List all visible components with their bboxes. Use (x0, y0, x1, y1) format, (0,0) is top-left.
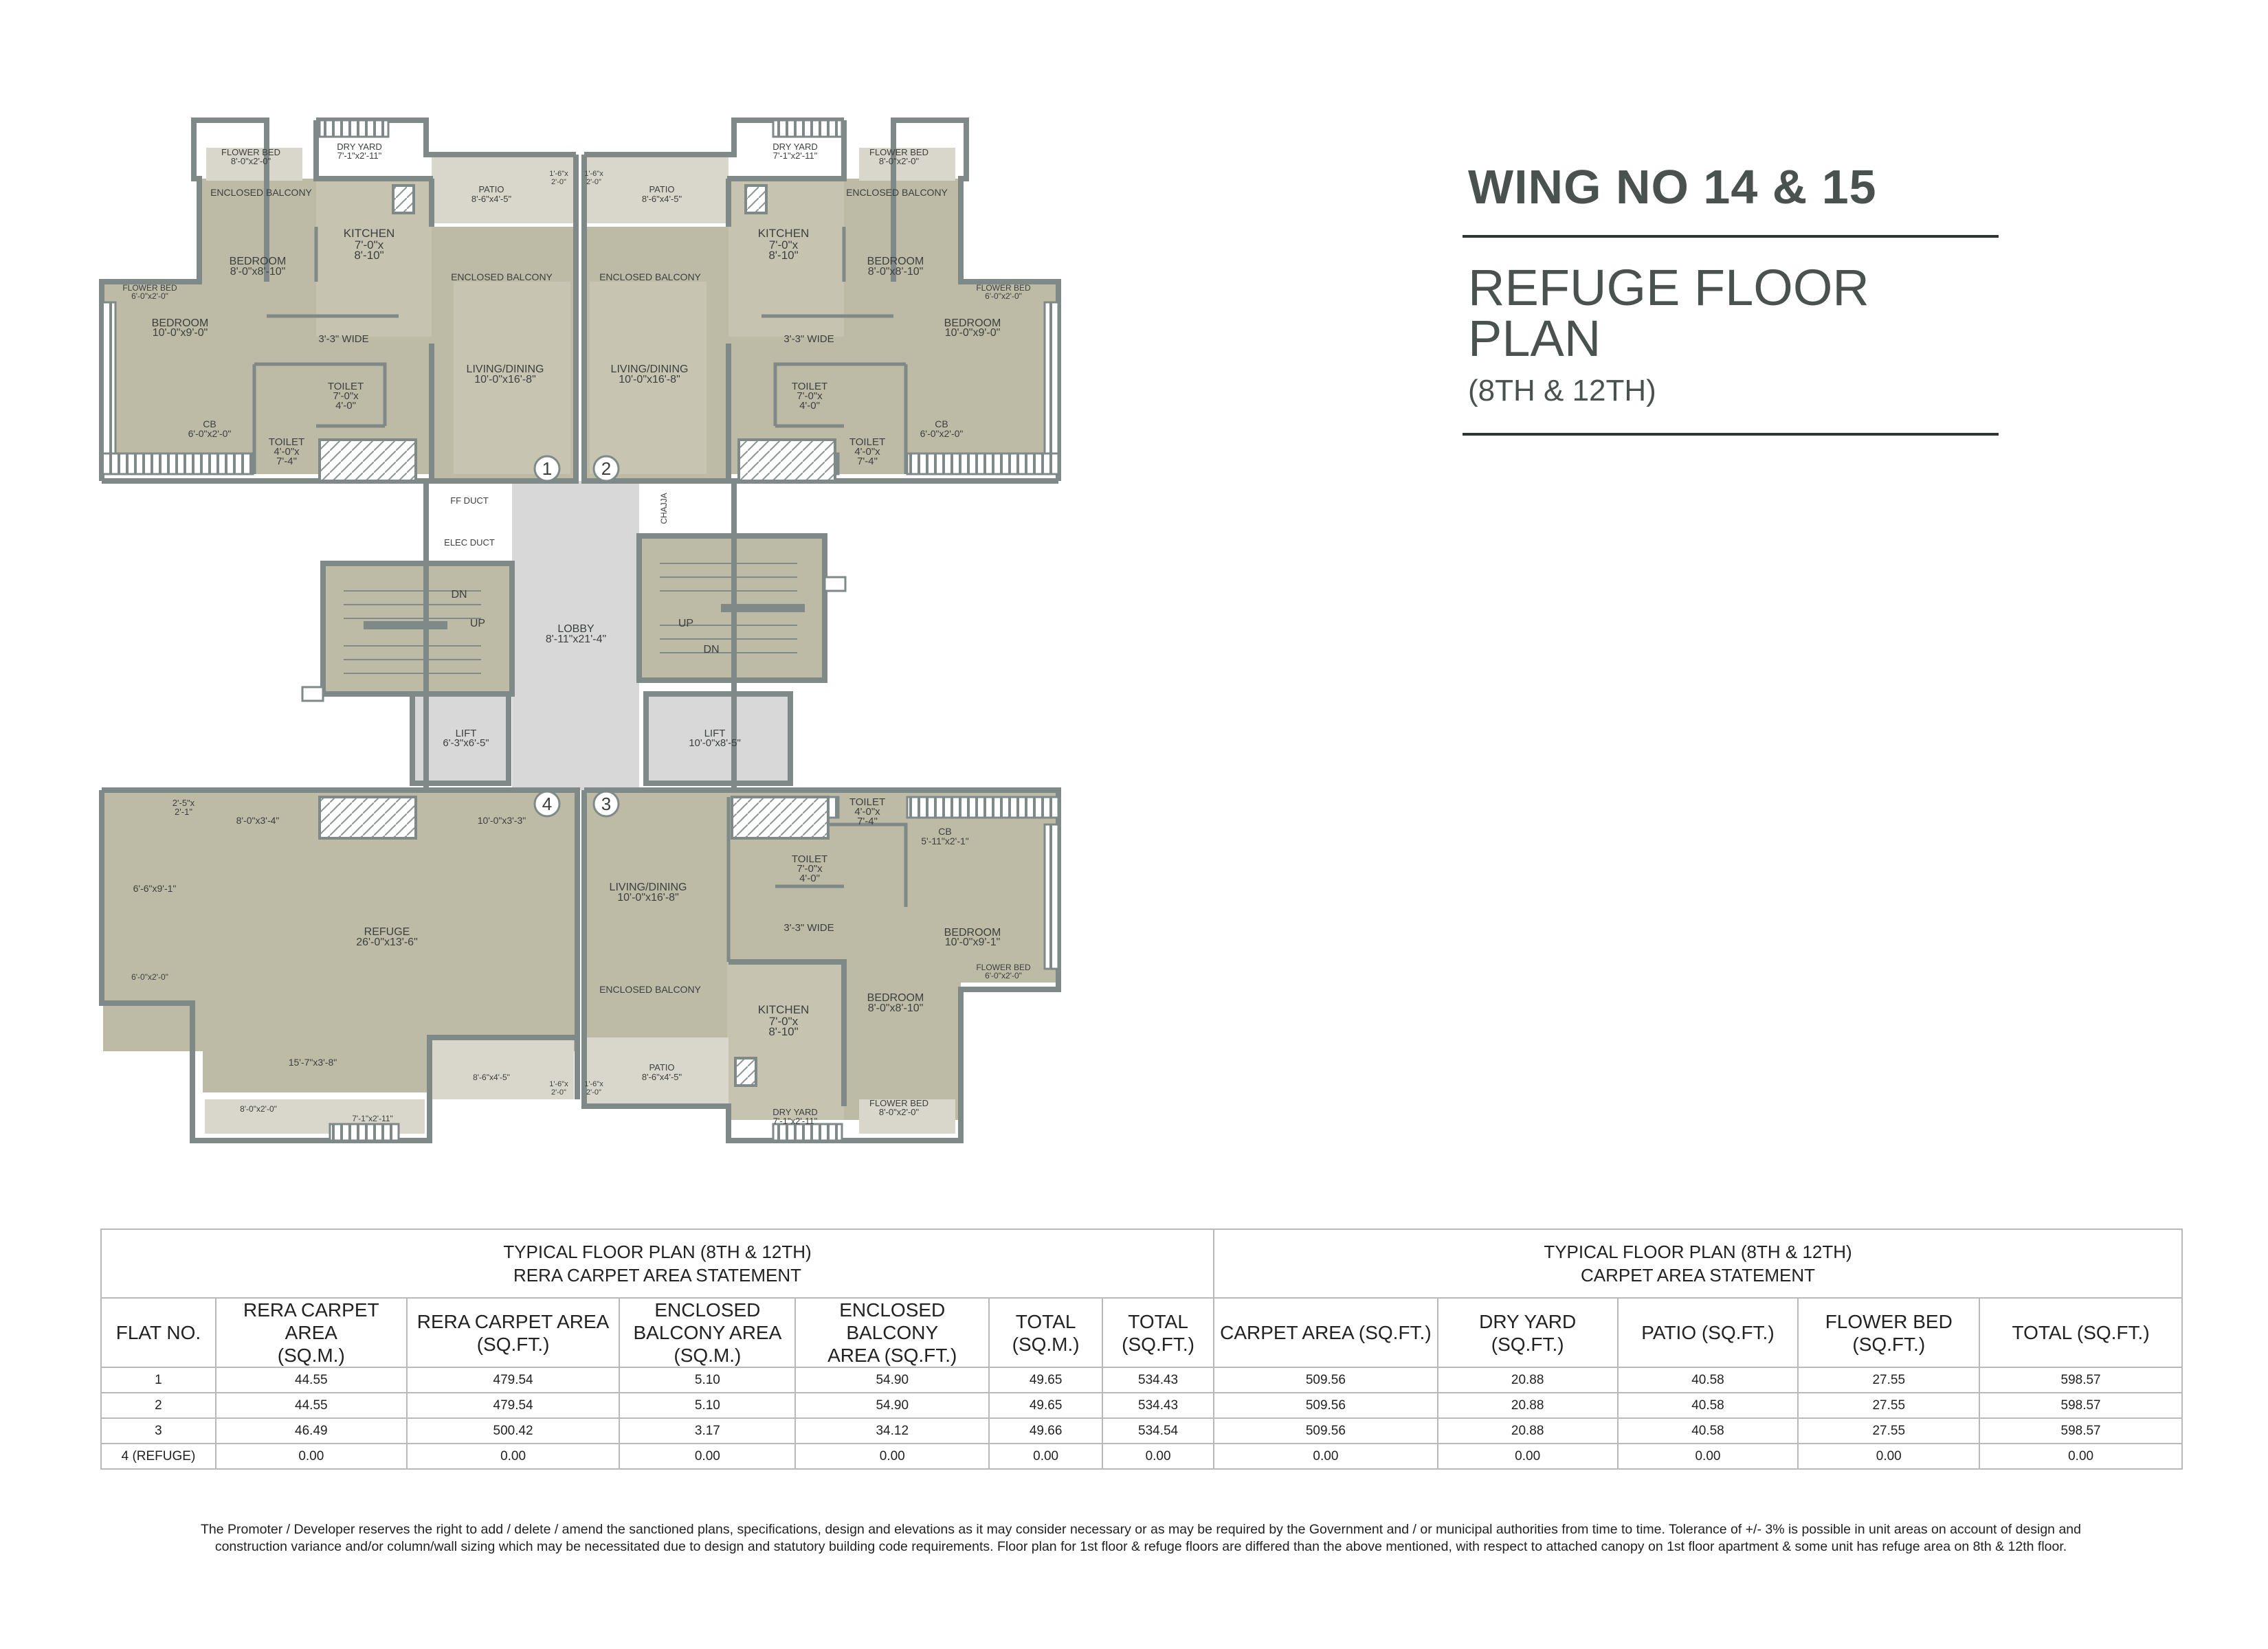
table-column-headers (101, 1298, 2182, 1367)
stair-down-label: DN (703, 644, 720, 655)
table-cell: 0.00 (1979, 1444, 2182, 1469)
bedroom-dims: 10'-0"x9'-1" (944, 936, 1001, 948)
enclosed-balcony-label: ENCLOSED BALCONY (846, 187, 948, 198)
living-dining-dims: 10'-0"x16'-8" (617, 892, 679, 904)
table-cell: 3.17 (619, 1418, 795, 1444)
cb-label: CB (203, 418, 216, 429)
column-header: PATIO (SQ.FT.) (1618, 1298, 1799, 1367)
flower-bed-dims: 6'-0"x2'-0" (985, 971, 1022, 980)
cb-label: CB (938, 826, 952, 837)
table-cell: 0.00 (407, 1444, 620, 1469)
table-cell: 1 (101, 1367, 216, 1393)
toilet-dims: 7'-4" (857, 456, 878, 467)
svg-text:DRY YARD7'-1"x2'-11" (772, 1107, 818, 1126)
toilet-label: TOILET (327, 381, 364, 392)
patio-label: PATIO (649, 1062, 675, 1073)
column-header: TOTAL (SQ.FT.) (1979, 1298, 2182, 1367)
patio-dims: 8'-6"x4'-5" (471, 194, 512, 204)
bedroom-dims: 10'-0"x9'-0" (944, 327, 1001, 339)
living-dining-label: LIVING/DINING (466, 363, 544, 375)
living-dining-label: LIVING/DINING (609, 882, 687, 893)
dimension-label: 8'-0"x2'-0" (240, 1104, 277, 1114)
toilet-label: TOILET (849, 796, 886, 808)
svg-text:BEDROOM10'-0"x9'-1" (944, 927, 1001, 948)
flower-bed-dims: 6'-0"x2'-0" (985, 291, 1022, 301)
kitchen-dims: 7'-0"x (768, 238, 799, 251)
dimension-label: 7'-1"x2'-11" (352, 1114, 393, 1123)
table-cell: 27.55 (1798, 1367, 1979, 1393)
disclaimer (110, 1521, 2172, 1556)
toilet-dims: 7'-0"x (797, 390, 823, 402)
table-cell: 40.58 (1618, 1418, 1799, 1444)
flat-number-3: 3 (601, 794, 612, 814)
patio-label: PATIO (478, 184, 504, 194)
table-cell: 0.00 (989, 1444, 1102, 1469)
toilet-dims: 4'-0" (799, 873, 820, 884)
svg-text:LIVING/DINING10'-0"x16'-8" (467, 363, 544, 385)
elec-duct-label: ELEC DUCT (444, 537, 495, 548)
column-header: FLOWER BED (SQ.FT.) (1798, 1298, 1979, 1367)
carpet-group-header: TYPICAL FLOOR PLAN (8TH & 12TH) CARPET AREA STATEMENT (1214, 1229, 2182, 1298)
bedroom-label: BEDROOM (944, 317, 1001, 329)
cb-dims: 5'-11"x2'-1" (921, 835, 969, 846)
shaft-dims: 2'-0" (586, 178, 601, 186)
kitchen-label: KITCHEN (343, 227, 395, 240)
dimension-label: 2'-1" (175, 807, 192, 817)
toilet-dims: 4'-0"x (274, 446, 300, 458)
table-cell: 5.10 (619, 1393, 795, 1418)
bedroom-label: BEDROOM (151, 317, 209, 329)
table-cell: 27.55 (1798, 1393, 1979, 1418)
shaft-label: 1'-6"x (584, 1080, 603, 1088)
table-cell: 54.90 (795, 1367, 989, 1393)
shaft-label: 1'-6"x (549, 1080, 568, 1088)
dimension-label: 15'-7"x3'-8" (288, 1057, 337, 1068)
kitchen-dims: 8'-10" (768, 249, 799, 262)
svg-text:REFUGE26'-0"x13'-6" (356, 926, 418, 948)
table-cell: 509.56 (1214, 1367, 1438, 1393)
table-cell: 598.57 (1979, 1367, 2182, 1393)
table-cell: 40.58 (1618, 1367, 1799, 1393)
svg-text:BEDROOM8'-0"x8'-10" (867, 256, 924, 278)
toilet-dims: 7'-0"x (333, 390, 359, 402)
svg-text:DRY YARD7'-1"x2'-11" (337, 142, 382, 161)
enclosed-balcony-label: ENCLOSED BALCONY (599, 271, 701, 282)
svg-text:BEDROOM10'-0"x9'-0" (152, 317, 209, 339)
refuge-dims: 26'-0"x13'-6" (356, 936, 418, 948)
table-group-header (101, 1229, 2182, 1298)
dimension-label: 8'-6"x4'-5" (473, 1073, 510, 1082)
table-cell: 27.55 (1798, 1418, 1979, 1444)
disclaimer-line: construction variance and/or column/wall sizing which may be necessitated due to design and statutory building code requirements. Floor plan for 1st floor & refuge floors are differed than the above mentioned, with respect to attached canopy on 1st floor apartment & some unit has refuge area on 8th & 12th floor. (214, 1539, 2067, 1554)
shaft-dims: 2'-0" (551, 178, 566, 186)
dimension-label: 10'-0"x3'-3" (477, 815, 526, 826)
bedroom-label: BEDROOM (867, 256, 924, 267)
stair-up-label: UP (678, 618, 694, 629)
table-row (101, 1444, 2182, 1469)
title-block (1463, 159, 1999, 436)
table-cell: 3 (101, 1418, 216, 1444)
dimension-label: 8'-0"x3'-4" (236, 815, 280, 826)
table-cell: 500.42 (407, 1418, 620, 1444)
table-cell: 49.65 (989, 1367, 1102, 1393)
cb-dims: 6'-0"x2'-0" (188, 428, 232, 439)
bedroom-dims: 8'-0"x8'-10" (867, 266, 924, 278)
kitchen-label: KITCHEN (757, 227, 810, 240)
toilet-label: TOILET (849, 436, 886, 448)
svg-text:LIVING/DINING10'-0"x16'-8" (610, 882, 687, 904)
area-statement-table (100, 1229, 2183, 1470)
disclaimer-line: The Promoter / Developer reserves the right to add / delete / amend the sanctioned plans, specifications, design and elevations as it may consider necessary or as may be required by the Government and / or municipal authorities from time to time. Tolerance of +/- 3% is possible in unit areas on account of design and (201, 1522, 2081, 1537)
enclosed-balcony-label: ENCLOSED BALCONY (599, 984, 701, 995)
table-cell: 34.12 (795, 1418, 989, 1444)
table-cell: 479.54 (407, 1393, 620, 1418)
kitchen-dims: 8'-10" (768, 1025, 799, 1038)
table-cell: 479.54 (407, 1367, 620, 1393)
flat-number-4: 4 (542, 794, 553, 814)
wing-title: WING NO 14 & 15 (1468, 160, 1877, 214)
patio-dims: 8'-6"x4'-5" (641, 1072, 682, 1082)
bedroom-dims: 10'-0"x9'-0" (152, 327, 208, 339)
table-cell: 0.00 (795, 1444, 989, 1469)
svg-text:1'-6"x2'-0" (584, 170, 603, 186)
table-row (101, 1367, 2182, 1393)
table-cell: 534.43 (1102, 1393, 1214, 1418)
flat-number-2: 2 (601, 458, 612, 479)
enclosed-balcony-label: ENCLOSED BALCONY (210, 187, 312, 198)
svg-text:BEDROOM10'-0"x9'-0" (944, 317, 1001, 339)
dimension-label: 2'-5"x (172, 798, 195, 808)
plan-floors: (8TH & 12TH) (1468, 374, 1656, 407)
shaft-dims: 2'-0" (586, 1088, 601, 1097)
passage-label: 3'-3" WIDE (783, 333, 834, 345)
svg-text:BEDROOM8'-0"x8'-10" (230, 256, 287, 278)
chajja-label: CHAJJA (659, 493, 669, 524)
svg-text:DRY YARD7'-1"x2'-11" (772, 142, 818, 161)
column-header: RERA CARPET AREA (SQ.M.) (216, 1298, 407, 1367)
cb-dims: 6'-0"x2'-0" (920, 428, 964, 439)
flower-bed-dims: 8'-0"x2'-0" (878, 1107, 920, 1117)
toilet-dims: 7'-4" (276, 456, 297, 467)
column-header: FLAT NO. (101, 1298, 216, 1367)
table-cell: 0.00 (1798, 1444, 1979, 1469)
bedroom-label: BEDROOM (944, 927, 1001, 939)
kitchen-dims: 8'-10" (354, 249, 384, 262)
patio-dims: 8'-6"x4'-5" (641, 194, 682, 204)
refuge-label: REFUGE (364, 926, 410, 938)
table-cell: 534.54 (1102, 1418, 1214, 1444)
passage-label: 3'-3" WIDE (318, 333, 369, 345)
svg-text:LIVING/DINING10'-0"x16'-8" (611, 363, 689, 385)
svg-text:BEDROOM8'-0"x8'-10" (867, 992, 924, 1014)
lobby-label: LOBBY (557, 623, 594, 635)
flat-number-1: 1 (542, 458, 553, 479)
dry-yard-label: DRY YARD (772, 142, 818, 152)
svg-text:1'-6"x2'-0" (584, 1080, 603, 1097)
toilet-label: TOILET (791, 853, 828, 865)
table-cell: 0.00 (216, 1444, 407, 1469)
table-body (101, 1367, 2182, 1469)
toilet-dims: 4'-0"x (854, 806, 880, 818)
flower-bed-label: FLOWER BED (869, 147, 929, 157)
table-cell: 4 (REFUGE) (101, 1444, 216, 1469)
passage-label: 3'-3" WIDE (783, 922, 834, 934)
flower-bed-dims: 8'-0"x2'-0" (878, 156, 920, 166)
dry-yard-dims: 7'-1"x2'-11" (772, 1116, 818, 1126)
toilet-label: TOILET (791, 381, 828, 392)
rera-group-header: TYPICAL FLOOR PLAN (8TH & 12TH) RERA CARPET AREA STATEMENT (101, 1229, 1214, 1298)
table-cell: 0.00 (1438, 1444, 1618, 1469)
flower-bed-label: FLOWER BED (976, 963, 1031, 972)
table-cell: 0.00 (1618, 1444, 1799, 1469)
table-row (101, 1393, 2182, 1418)
table-cell: 598.57 (1979, 1393, 2182, 1418)
divider (1463, 235, 1999, 238)
stair-up-label: UP (469, 618, 486, 629)
svg-text:2'-5"x2'-1" (173, 798, 195, 817)
plan-title: REFUGE FLOOR PLAN (1468, 259, 1869, 367)
toilet-dims: 7'-4" (857, 816, 878, 827)
flower-bed-label: FLOWER BED (122, 283, 177, 293)
shaft-label: 1'-6"x (584, 170, 603, 178)
lift-label: LIFT (455, 728, 477, 739)
table-cell: 46.49 (216, 1418, 407, 1444)
toilet-label: TOILET (268, 436, 305, 448)
column-header: ENCLOSED BALCONY AREA (SQ.M.) (619, 1298, 795, 1367)
flower-bed-label: FLOWER BED (869, 1098, 929, 1108)
flower-bed-label: FLOWER BED (976, 283, 1031, 293)
table-cell: 509.56 (1214, 1418, 1438, 1444)
table-cell: 5.10 (619, 1367, 795, 1393)
living-dining-dims: 10'-0"x16'-8" (619, 374, 680, 385)
kitchen-label: KITCHEN (757, 1003, 810, 1016)
bedroom-dims: 8'-0"x8'-10" (867, 1002, 924, 1014)
kitchen-dims: 7'-0"x (768, 1015, 799, 1028)
cb-label: CB (935, 418, 948, 429)
table-row (101, 1418, 2182, 1444)
shaft-label: 1'-6"x (549, 170, 568, 178)
enclosed-balcony-label: ENCLOSED BALCONY (451, 271, 553, 282)
table-cell: 49.65 (989, 1393, 1102, 1418)
toilet-dims: 4'-0"x (854, 446, 880, 458)
svg-text:1'-6"x2'-0" (549, 170, 568, 186)
column-header: TOTAL (SQ.FT.) (1102, 1298, 1214, 1367)
bedroom-label: BEDROOM (229, 256, 287, 267)
flower-bed-dims: 6'-0"x2'-0" (131, 291, 168, 301)
toilet-dims: 4'-0" (335, 400, 356, 412)
table-cell: 49.66 (989, 1418, 1102, 1444)
lift-dims: 6'-3"x6'-5" (443, 737, 489, 749)
ff-duct-label: FF DUCT (450, 495, 489, 506)
flower-bed-label: FLOWER BED (221, 147, 280, 157)
column-header: CARPET AREA (SQ.FT.) (1214, 1298, 1438, 1367)
table-cell: 598.57 (1979, 1418, 2182, 1444)
shaft-dims: 2'-0" (551, 1088, 566, 1097)
table-cell: 20.88 (1438, 1393, 1618, 1418)
table-cell: 20.88 (1438, 1367, 1618, 1393)
bedroom-dims: 8'-0"x8'-10" (230, 266, 286, 278)
dry-yard-dims: 7'-1"x2'-11" (337, 150, 382, 161)
table-cell: 0.00 (619, 1444, 795, 1469)
lobby-dims: 8'-11"x21'-4" (545, 633, 607, 645)
toilet-dims: 7'-0"x (797, 863, 823, 875)
dry-yard-dims: 7'-1"x2'-11" (772, 150, 818, 161)
table-cell: 20.88 (1438, 1418, 1618, 1444)
flower-bed-dims: 8'-0"x2'-0" (230, 156, 271, 166)
divider (1463, 433, 1999, 436)
table-cell: 40.58 (1618, 1393, 1799, 1418)
dimension-label: 6'-6"x9'-1" (133, 883, 177, 894)
lift-dims: 10'-0"x8'-5" (689, 737, 741, 749)
table-cell: 0.00 (1214, 1444, 1438, 1469)
table-cell: 54.90 (795, 1393, 989, 1418)
table-cell: 44.55 (216, 1367, 407, 1393)
living-dining-dims: 10'-0"x16'-8" (474, 374, 536, 385)
table-cell: 0.00 (1102, 1444, 1214, 1469)
svg-text:1'-6"x2'-0" (549, 1080, 568, 1097)
column-header: RERA CARPET AREA (SQ.FT.) (407, 1298, 620, 1367)
patio-label: PATIO (649, 184, 675, 194)
toilet-dims: 4'-0" (799, 400, 820, 412)
table-cell: 534.43 (1102, 1367, 1214, 1393)
dry-yard-label: DRY YARD (337, 142, 382, 152)
dry-yard-label: DRY YARD (772, 1107, 818, 1117)
dimension-label: 6'-0"x2'-0" (131, 972, 168, 982)
stair-down-label: DN (451, 589, 467, 601)
lift-label: LIFT (704, 728, 726, 739)
table-cell: 44.55 (216, 1393, 407, 1418)
column-header: DRY YARD (SQ.FT.) (1438, 1298, 1618, 1367)
column-header: ENCLOSED BALCONY AREA (SQ.FT.) (795, 1298, 989, 1367)
living-dining-label: LIVING/DINING (610, 363, 689, 375)
kitchen-dims: 7'-0"x (354, 238, 384, 251)
bedroom-label: BEDROOM (867, 992, 924, 1004)
column-header: TOTAL (SQ.M.) (989, 1298, 1102, 1367)
table-cell: 509.56 (1214, 1393, 1438, 1418)
table-cell: 2 (101, 1393, 216, 1418)
